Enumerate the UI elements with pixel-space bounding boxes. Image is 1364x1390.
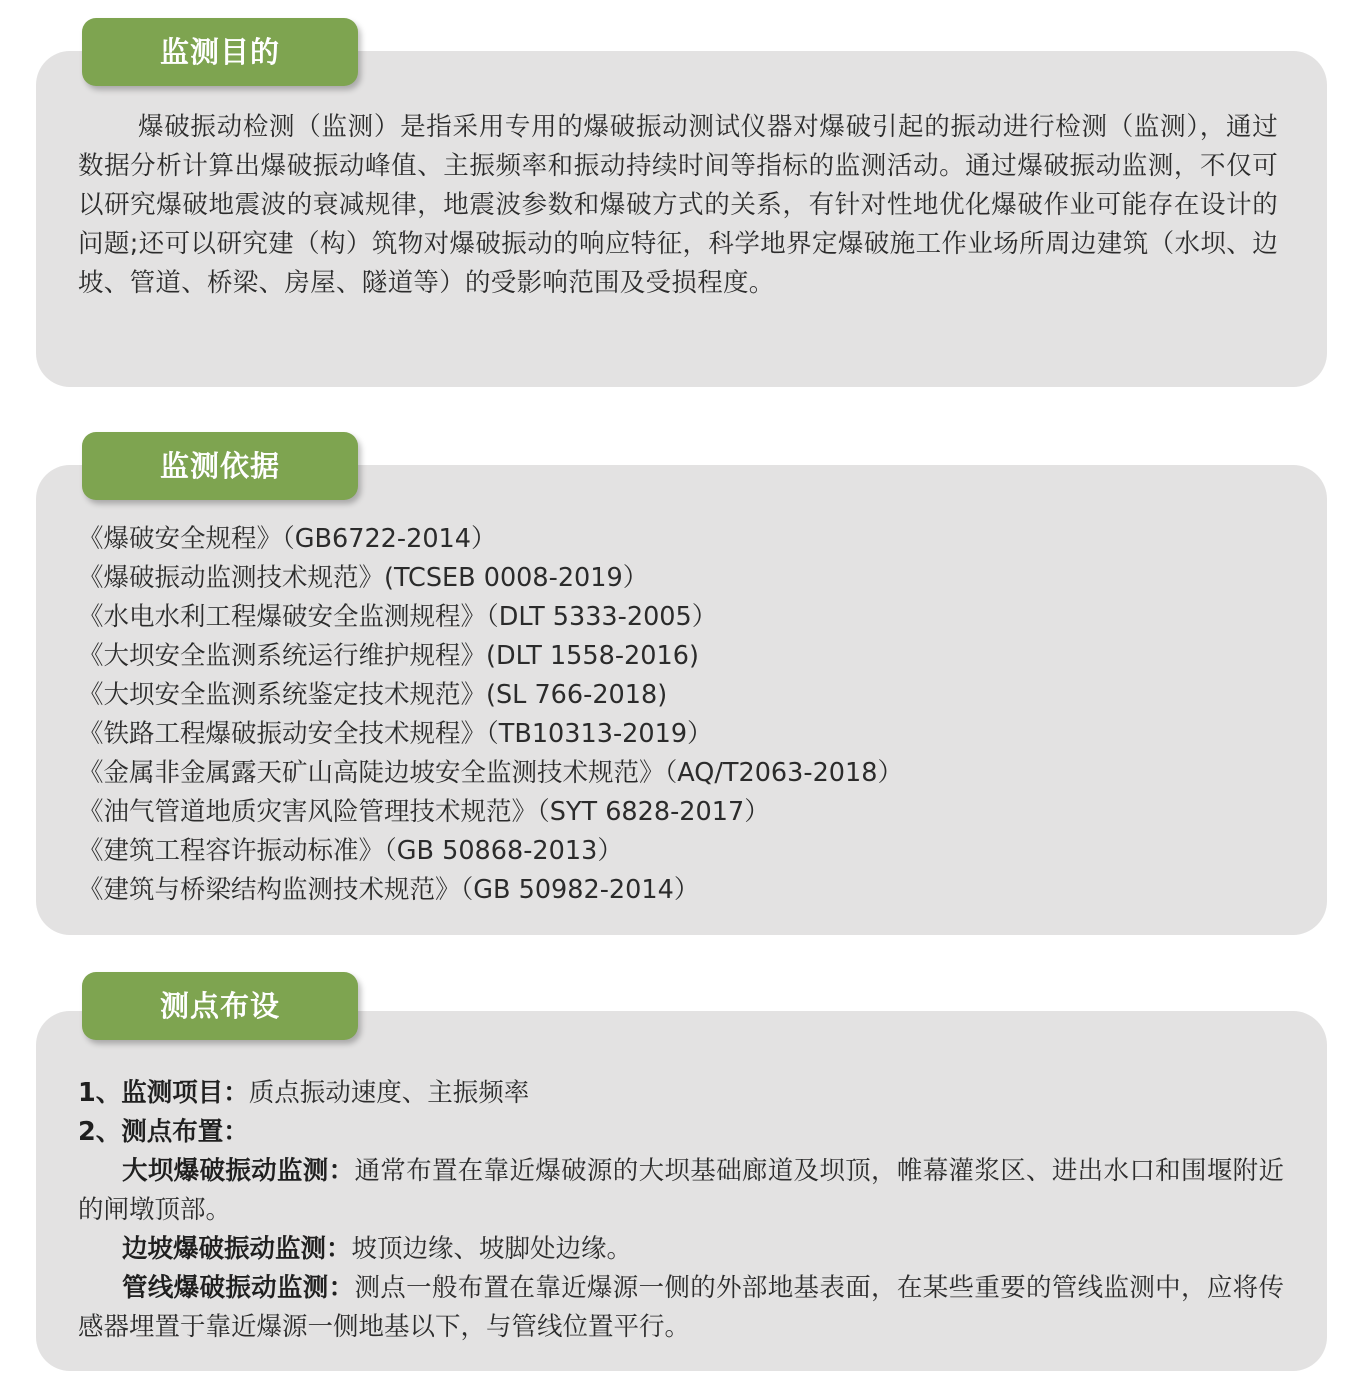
dam-monitoring-label: 大坝爆破振动监测： (122, 1156, 355, 1186)
reference-item: 《建筑工程容许振动标准》（GB 50868-2013） (78, 836, 623, 866)
reference-item: 《油气管道地质灾害风险管理技术规范》（SYT 6828-2017） (78, 797, 770, 827)
layout-title-tab: 测点布设 (82, 972, 358, 1040)
monitor-items-line (78, 1074, 1284, 1113)
dam-monitoring-text: 通常布置在靠近爆破源的大坝基础廊道及坝顶，帷幕灌浆区、进出水口和围堰附近的闸墩顶部。 (78, 1156, 1284, 1225)
point-layout-line (78, 1113, 1284, 1152)
basis-title-tab: 监测依据 (82, 432, 358, 500)
slope-monitoring-text: 坡顶边缘、坡脚处边缘。 (351, 1234, 633, 1264)
monitor-items-label: 1、监测项目： (78, 1078, 249, 1108)
purpose-body: 爆破振动检测（监测）是指采用专用的爆破振动测试仪器对爆破引起的振动进行检测（监测），通过数据分析计算出爆破振动峰值、主振频率和振动持续时间等指标的监测活动。通过爆破振动监测，不仅可以研究爆破地震波的衰减规律，地震波参数和爆破方式的关系，有针对性地优化爆破作业可能存在设计的问题;还可以研究建（构）筑物对爆破振动的响应特征，科学地界定爆破施工作业场所周边建筑（水坝、边坡、管道、桥梁、房屋、隧道等）的受影响范围及受损程度。 (78, 112, 1278, 298)
reference-item: 《爆破安全规程》（GB6722-2014） (78, 524, 497, 554)
reference-item: 《金属非金属露天矿山高陡边坡安全监测技术规范》（AQ/T2063-2018） (78, 758, 903, 788)
dam-monitoring-paragraph (78, 1152, 1284, 1230)
point-layout-label: 2、测点布置： (78, 1117, 249, 1147)
reference-item: 《铁路工程爆破振动安全技术规程》（TB10313-2019） (78, 719, 713, 749)
pipe-monitoring-label: 管线爆破振动监测： (122, 1273, 355, 1303)
monitor-items-value: 质点振动速度、主振频率 (248, 1078, 530, 1108)
slope-monitoring-label: 边坡爆破振动监测： (122, 1234, 352, 1264)
pipe-monitoring-paragraph (78, 1269, 1284, 1347)
reference-item: 《建筑与桥梁结构监测技术规范》（GB 50982-2014） (78, 875, 700, 905)
layout-body (78, 1074, 1284, 1347)
reference-list (78, 520, 1278, 910)
reference-item: 《大坝安全监测系统运行维护规程》(DLT 1558-2016) (78, 641, 699, 671)
pipe-monitoring-text: 测点一般布置在靠近爆源一侧的外部地基表面，在某些重要的管线监测中，应将传感器埋置于靠近爆源一侧地基以下，与管线位置平行。 (78, 1273, 1284, 1342)
reference-item: 《爆破振动监测技术规范》(TCSEB 0008-2019） (78, 563, 649, 593)
reference-item: 《水电水利工程爆破安全监测规程》（DLT 5333-2005） (78, 602, 718, 632)
slope-monitoring-paragraph (78, 1230, 1284, 1269)
reference-item: 《大坝安全监测系统鉴定技术规范》(SL 766-2018) (78, 680, 668, 710)
purpose-title-tab: 监测目的 (82, 18, 358, 86)
